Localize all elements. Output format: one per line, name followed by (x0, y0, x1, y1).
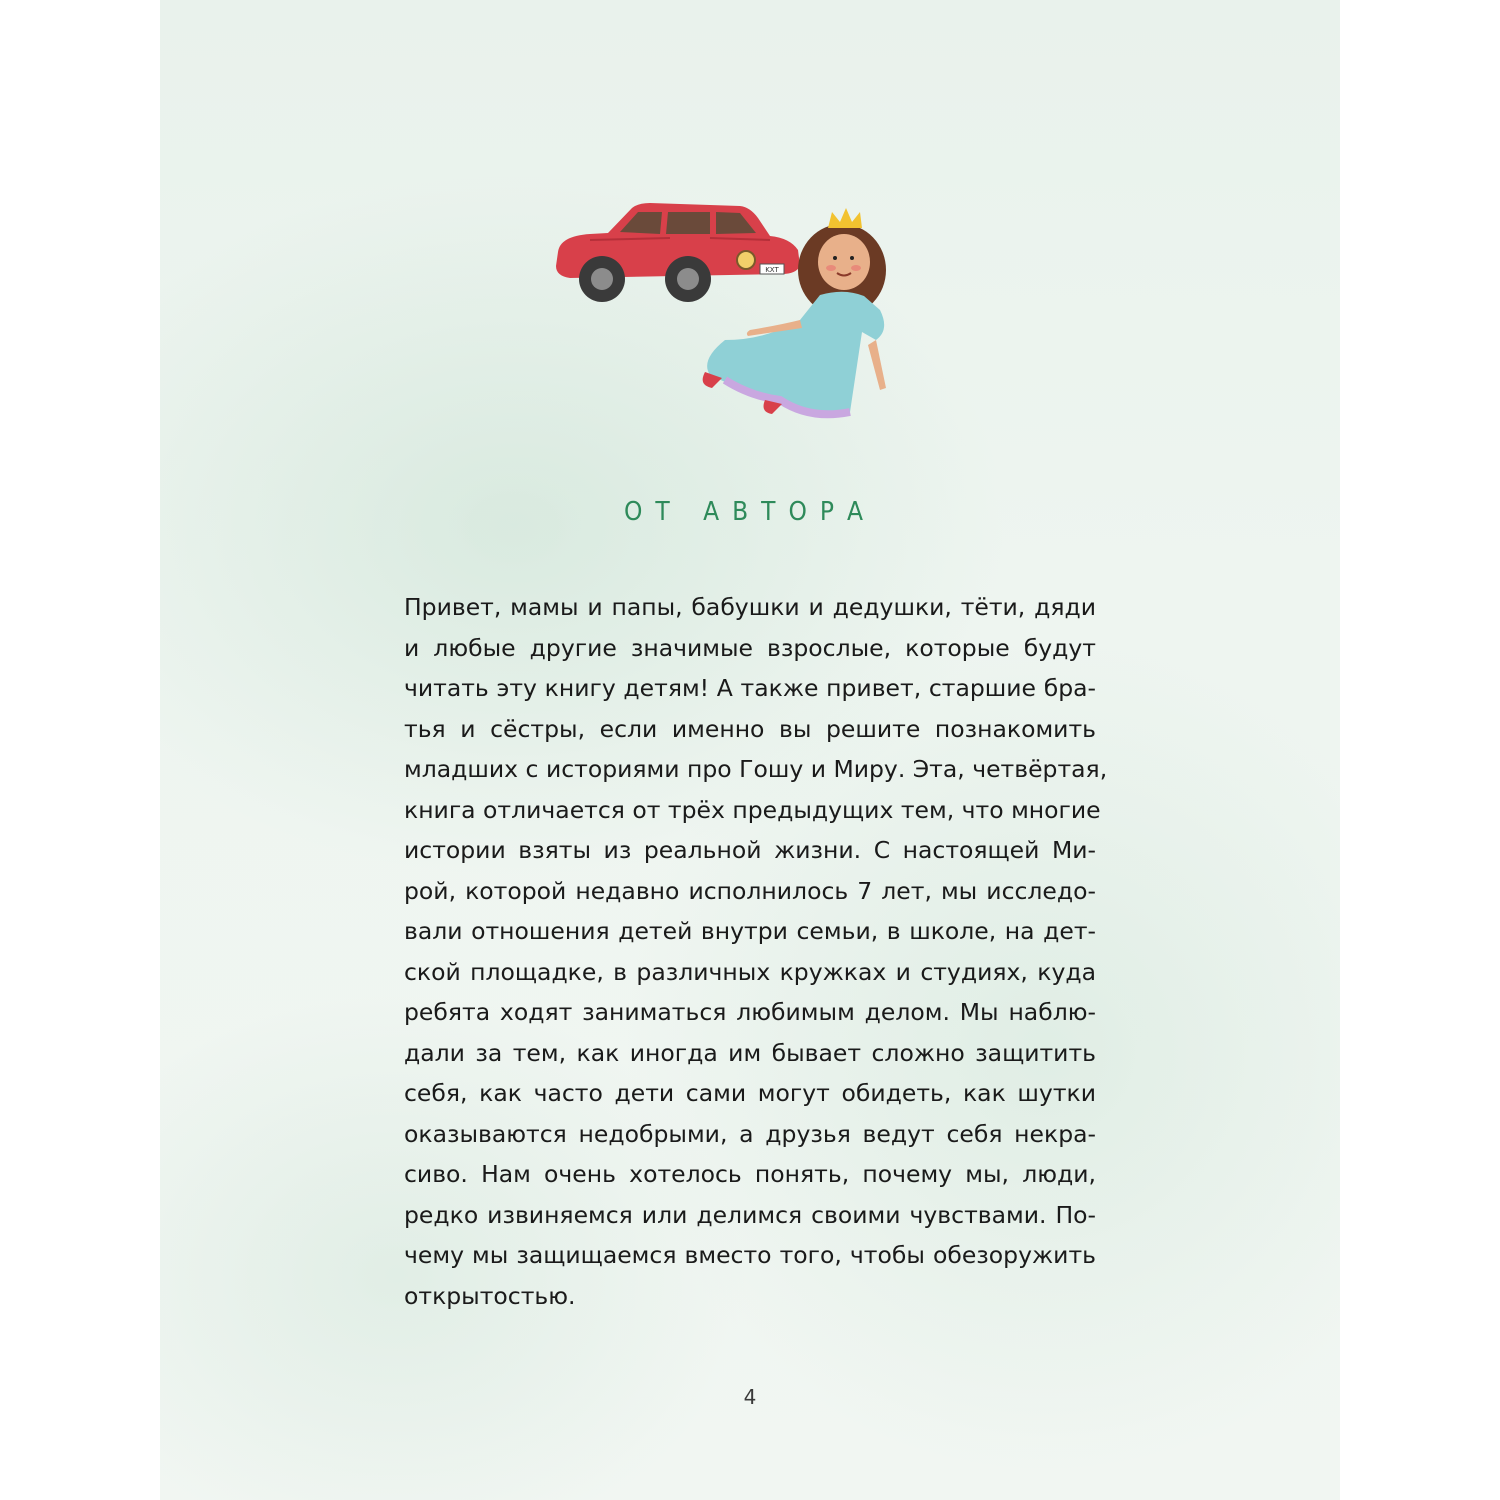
paragraph-line: и любые другие значимые взрослые, которые будут (404, 633, 1096, 662)
page-number: 4 (743, 1385, 757, 1409)
paragraph-line: читать эту книгу детям! А также привет, старшие бра- (404, 674, 1096, 702)
paragraph-line: Привет, мамы и папы, бабушки и дедушки, тёти, дяди (404, 593, 1096, 621)
paragraph-line: книга отличается от трёх предыдущих тем, что многие (404, 795, 1101, 824)
body-paragraph (404, 587, 1108, 1316)
illustration (550, 200, 920, 430)
paragraph-line: открытостью. (404, 1281, 576, 1310)
toy-car-illustration (556, 203, 800, 302)
paragraph-line: дали за тем, как иногда им бывает сложно защитить (404, 1038, 1096, 1067)
paragraph-line: оказываются недобрыми, а друзья ведут себя некра- (404, 1119, 1096, 1148)
paragraph-line: редко извиняемся или делимся своими чувствами. По- (404, 1200, 1096, 1229)
section-heading: ОТ АВТОРА (624, 497, 876, 527)
paragraph-line: истории взяты из реальной жизни. С настоящей Ми- (404, 836, 1096, 864)
paragraph-line: вали отношения детей внутри семьи, в школе, на дет- (404, 917, 1096, 945)
paragraph-line: сиво. Нам очень хотелось понять, почему мы, люди, (404, 1160, 1096, 1188)
paragraph-line: младших с историями про Гошу и Миру. Эта, четвёртая, (404, 755, 1108, 783)
paragraph-line: рой, которой недавно исполнилось 7 лет, мы исследо- (404, 876, 1096, 905)
paragraph-line: чему мы защищаемся вместо того, чтобы обезоружить (404, 1241, 1096, 1269)
car-plate-text: KXT (765, 266, 779, 274)
paragraph-line: ской площадке, в различных кружках и студиях, куда (404, 957, 1096, 986)
paragraph-line: ребята ходят заниматься любимым делом. Мы наблю- (404, 998, 1096, 1026)
paragraph-line: себя, как часто дети сами могут обидеть, как шутки (404, 1079, 1096, 1107)
book-page (160, 0, 1340, 1500)
paragraph-line: тья и сёстры, если именно вы решите познакомить (404, 714, 1096, 743)
